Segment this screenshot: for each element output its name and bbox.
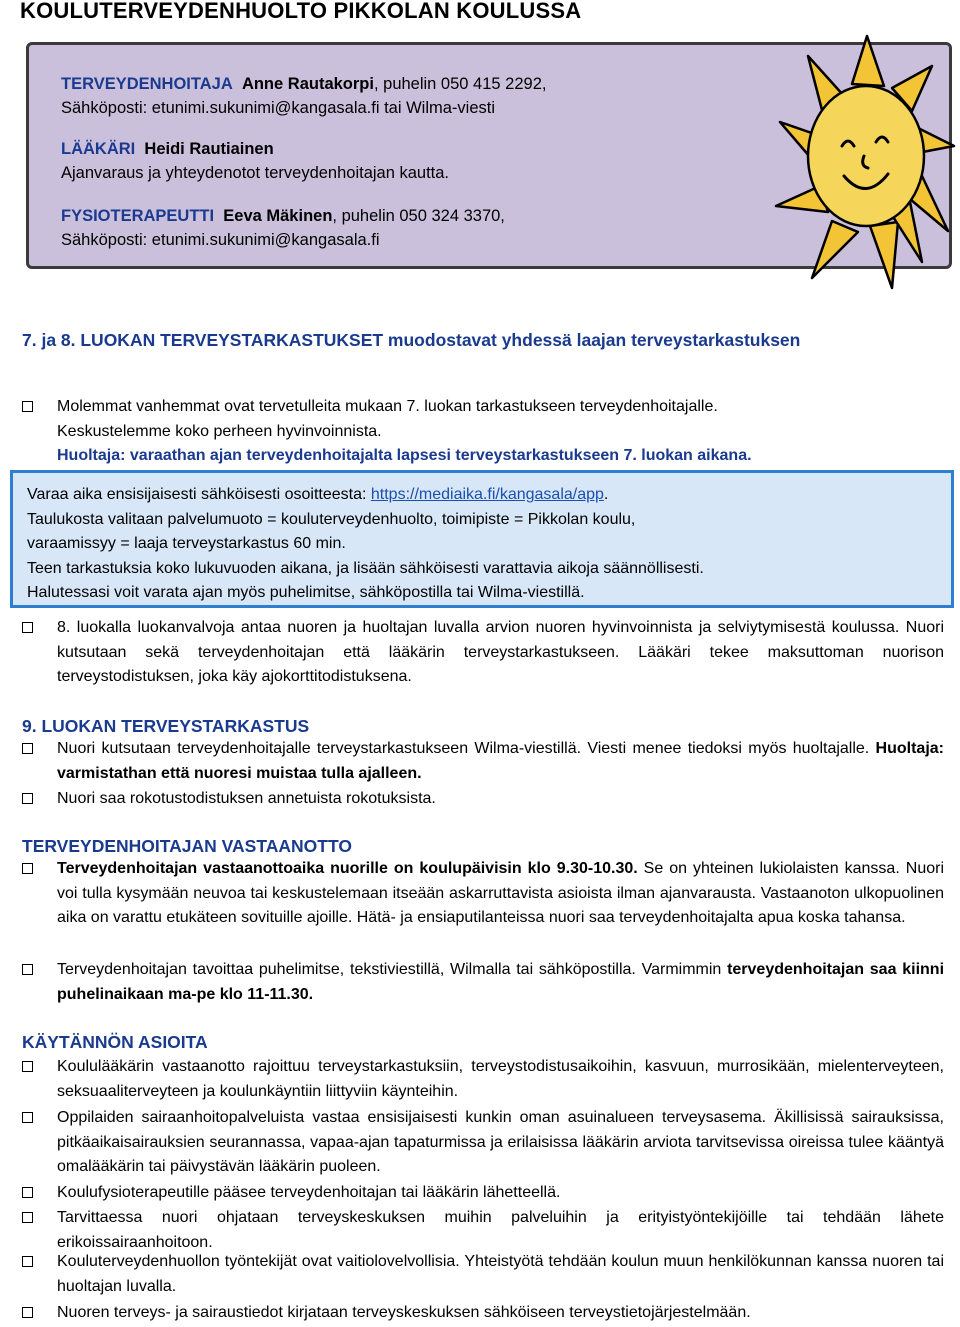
booking-line: Taulukosta valitaan palvelumuoto = kouluterveydenhuolto, toimipiste = Pikkolan koulu, bbox=[27, 510, 636, 528]
checkbox-bullet-icon bbox=[22, 863, 33, 874]
checkbox-bullet-icon bbox=[22, 964, 33, 975]
booking-line bbox=[27, 483, 927, 508]
contact-nurse bbox=[61, 72, 701, 120]
checkbox-bullet-icon bbox=[22, 1112, 33, 1123]
contact-name: Eeva Mäkinen bbox=[223, 207, 333, 225]
page-title: KOULUTERVEYDENHUOLTO PIKKOLAN KOULUSSA bbox=[20, 0, 582, 23]
list-item bbox=[22, 1250, 944, 1299]
kaytannon-heading: KÄYTÄNNÖN ASIOITA bbox=[22, 1032, 208, 1052]
list-item bbox=[22, 1181, 944, 1206]
contact-name: Heidi Rautiainen bbox=[144, 140, 274, 158]
list-item bbox=[22, 787, 944, 812]
bullet-text: Koulufysioterapeutille pääsee terveydenhoitajan tai lääkärin lähetteellä. bbox=[57, 1184, 561, 1201]
booking-link[interactable]: https://mediaika.fi/kangasala/app bbox=[370, 486, 604, 503]
contact-doctor bbox=[61, 137, 701, 185]
bullet-text: Nuoren terveys- ja sairaustiedot kirjataan terveyskeskuksen sähköiseen terveystietojärjestelmään. bbox=[57, 1304, 751, 1321]
smiling-sun-icon bbox=[772, 26, 958, 296]
bullet-text: Nuori saa rokotustodistuksen annetuista rokotuksista. bbox=[57, 790, 436, 807]
contact-email: Sähköposti: etunimi.sukunimi@kangasala.fi bbox=[61, 231, 380, 249]
checkbox-bullet-icon bbox=[22, 1256, 33, 1267]
bullet-bold-text: terveydenhoitajan saa kiinni puhelinaikaan ma-pe klo 11-11.30. bbox=[57, 961, 945, 1003]
checkbox-bullet-icon bbox=[22, 622, 33, 633]
checkbox-bullet-icon bbox=[22, 1061, 33, 1072]
booking-line: Teen tarkastuksia koko lukuvuoden aikana, ja lisään sähköisesti varattavia aikoja säännöllisesti. bbox=[27, 559, 704, 577]
bullet-text: Kouluterveydenhuollon työntekijät ovat vaitiolovelvollisia. Yhteistyötä tehdään koulun muun henkilökunnan kanssa nuoren tai huoltajan luvalla. bbox=[57, 1253, 944, 1295]
list-item bbox=[22, 1106, 944, 1180]
checkbox-bullet-icon bbox=[22, 1307, 33, 1318]
contact-physio bbox=[61, 204, 701, 252]
checkbox-bullet-icon bbox=[22, 1187, 33, 1198]
list-item bbox=[22, 616, 944, 690]
contact-email: Sähköposti: etunimi.sukunimi@kangasala.fi tai Wilma-viesti bbox=[61, 99, 496, 117]
bullet-text: Oppilaiden sairaanhoitopalveluista vastaa ensisijaisesti kunkin oman asuinalueen terveysasema. Äkillisissä sairauksissa, pitkäaikaisairauksien seurannassa, vapaa-ajan tapaturmissa ja erilaisissa lääkärin arviota tarvitsevissa oireissa tulee kääntyä omalääkärin tai päivystävän lääkärin puoleen. bbox=[57, 1109, 944, 1175]
bullet-text: Keskustelemme koko perheen hyvinvoinnista. bbox=[57, 422, 382, 440]
list-item bbox=[22, 1055, 944, 1104]
bullet-text: Terveydenhoitajan tavoittaa puhelimitse, tekstiviestillä, Wilmalla tai sähköpostilla. Varmimmin bbox=[57, 961, 728, 978]
contact-role: LÄÄKÄRI bbox=[61, 140, 136, 158]
checkbox-bullet-icon bbox=[22, 743, 33, 754]
list-item bbox=[22, 737, 944, 786]
section-9-heading: 9. LUOKAN TERVEYSTARKASTUS bbox=[22, 716, 310, 736]
booking-text: . bbox=[603, 486, 609, 503]
checkbox-bullet-icon bbox=[22, 401, 33, 412]
contact-phone: , puhelin 050 415 2292, bbox=[373, 75, 547, 93]
bullet-text: Se on yhteinen lukiolaisten kanssa. Nuori voi tulla kysymään neuvoa tai keskustelemaan itseään askarruttavista asioista ilman ajanvarausta. Vastaanoton ulkopuolinen aika on varattu etukäteen sovituille ajoille. Hätä- ja ensiaputilanteissa nuori saa terveydenhoitajalta apua koska tahansa. bbox=[57, 860, 945, 926]
booking-box bbox=[10, 470, 954, 608]
booking-text: Varaa aika ensisijaisesti sähköisesti osoitteesta: bbox=[27, 486, 371, 503]
bullet-text: 8. luokalla luokanvalvoja antaa nuoren ja huoltajan luvalla arvion nuoren hyvinvoinnista ja selviytymisestä koulussa. Nuori kutsutaan sekä terveydenhoitajan että lääkärin terveystarkastukseen. Lääkäri tekee maksuttoman nuorison terveystodistuksen, joka käy ajokorttitodistuksena. bbox=[57, 619, 944, 685]
list-item bbox=[22, 857, 944, 931]
bullet-text: Koululääkärin vastaanotto rajoittuu terveystarkastuksiin, terveystodistusaikoihin, kasvuun, murrosikään, mielenterveyteen, seksuaaliterveyteen ja koulunkäyntiin liittyviin käynteihin. bbox=[57, 1058, 944, 1100]
contact-role: TERVEYDENHOITAJA bbox=[61, 75, 233, 93]
bullet-bold-text: Huoltaja: varmistathan että nuoresi muistaa tulla ajalleen. bbox=[57, 740, 944, 782]
list-item bbox=[22, 958, 944, 1007]
bullet-bold-text: Huoltaja: varaathan ajan terveydenhoitajalta lapsesi terveystarkastukseen 7. luokan aikana. bbox=[57, 447, 752, 464]
list-item bbox=[22, 1206, 944, 1255]
section-78-heading: 7. ja 8. LUOKAN TERVEYSTARKASTUKSET muodostavat yhdessä laajan terveystarkastuksen bbox=[22, 330, 801, 350]
contact-note: Ajanvaraus ja yhteydenotot terveydenhoitajan kautta. bbox=[61, 164, 450, 182]
bullet-bold-text: Terveydenhoitajan vastaanottoaika nuorille on koulupäivisin klo 9.30-10.30. bbox=[57, 860, 638, 877]
booking-line: Halutessasi voit varata ajan myös puhelimitse, sähköpostilla tai Wilma-viestillä. bbox=[27, 584, 585, 601]
checkbox-bullet-icon bbox=[22, 1212, 33, 1223]
bullet-text: Tarvittaessa nuori ohjataan terveyskeskuksen muihin palveluihin ja erityistyöntekijöille tai tehdään lähete erikoissairaanhoitoon. bbox=[57, 1209, 944, 1251]
contact-name: Anne Rautakorpi bbox=[241, 75, 374, 93]
bullet-text: Nuori kutsutaan terveydenhoitajalle terveystarkastukseen Wilma-viestillä. Viesti menee tiedoksi myös huoltajalle. bbox=[57, 740, 876, 757]
list-item bbox=[22, 1301, 944, 1326]
checkbox-bullet-icon bbox=[22, 793, 33, 804]
vastaanotto-heading: TERVEYDENHOITAJAN VASTAANOTTO bbox=[22, 836, 352, 856]
bullet-text: Molemmat vanhemmat ovat tervetulleita mukaan 7. luokan tarkastukseen terveydenhoitajalle. bbox=[57, 398, 718, 415]
contact-phone: , puhelin 050 324 3370, bbox=[332, 207, 505, 225]
list-item bbox=[22, 395, 944, 469]
booking-line: varaamissyy = laaja terveystarkastus 60 min. bbox=[27, 535, 346, 552]
contact-role: FYSIOTERAPEUTTI bbox=[61, 207, 215, 225]
